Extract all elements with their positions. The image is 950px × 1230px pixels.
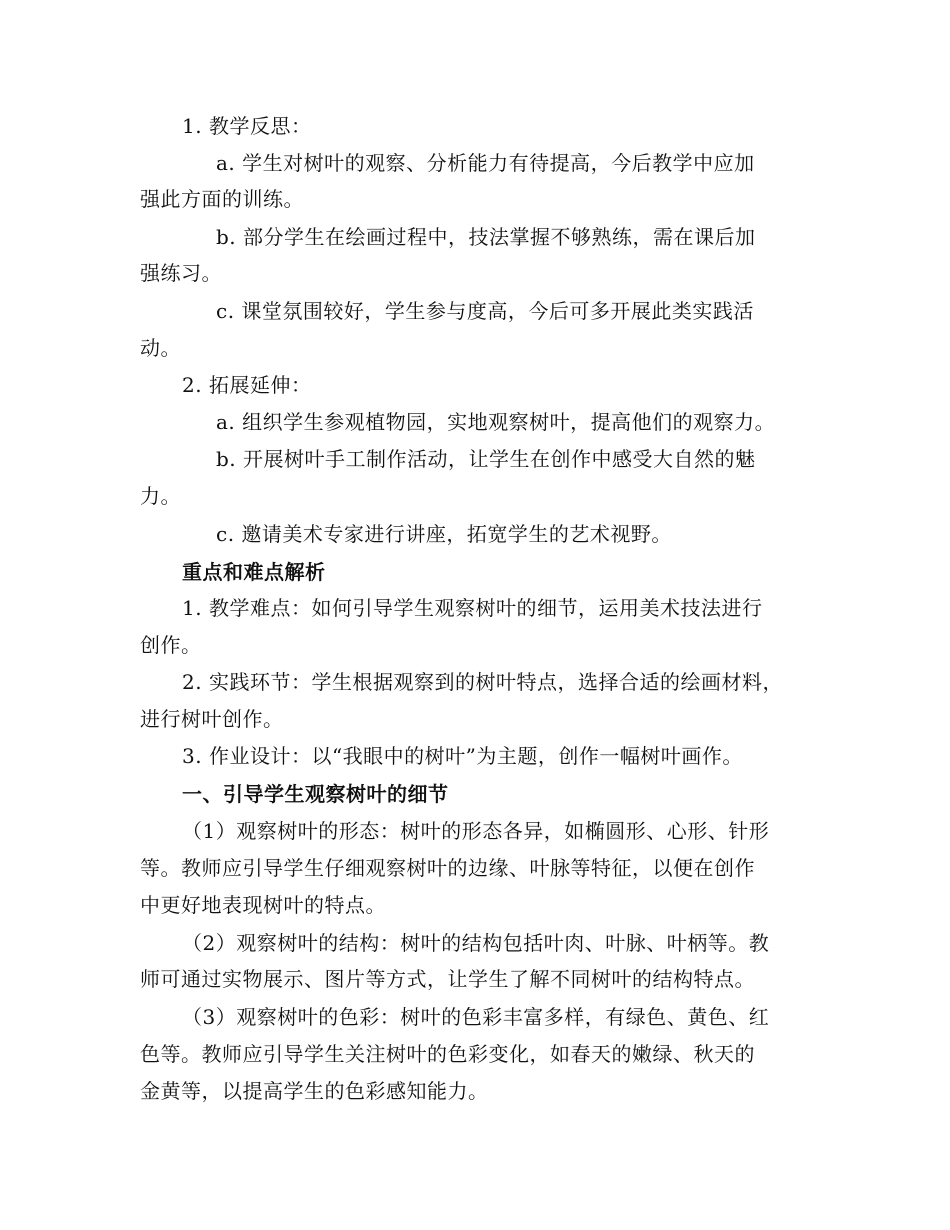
section-one-p3-line1: （3）观察树叶的色彩：树叶的色彩丰富多样，有绿色、黄色、红 [182, 1005, 770, 1029]
section-one-p1-line1: （1）观察树叶的形态：树叶的形态各异，如椭圆形、心形、针形 [182, 819, 770, 843]
section-one-p1-line3: 中更好地表现树叶的特点。 [140, 893, 386, 917]
reflection-item-b-line1: b. 部分学生在绘画过程中，技法掌握不够熟练，需在课后加 [216, 225, 756, 249]
key-point-3: 3. 作业设计：以“我眼中的树叶”为主题，创作一幅树叶画作。 [182, 744, 743, 768]
section-one-p3-line3: 金黄等，以提高学生的色彩感知能力。 [140, 1079, 489, 1103]
extension-item-b-line2: 力。 [140, 484, 181, 508]
reflection-item-c-line2: 动。 [140, 336, 181, 360]
key-point-2-line2: 进行树叶创作。 [140, 707, 284, 731]
reflection-item-a-line1: a. 学生对树叶的观察、分析能力有待提高，今后教学中应加 [216, 151, 755, 175]
extension-item-b-line1: b. 开展树叶手工制作活动，让学生在创作中感受大自然的魅 [216, 447, 756, 471]
reflection-item-c-line1: c. 课堂氛围较好，学生参与度高，今后可多开展此类实践活 [216, 299, 754, 323]
extension-heading: 2. 拓展延伸： [182, 373, 312, 397]
key-points-title: 重点和难点解析 [182, 560, 326, 584]
section-one-p2-line2: 师可通过实物展示、图片等方式，让学生了解不同树叶的结构特点。 [140, 967, 755, 991]
key-point-2-line1: 2. 实践环节：学生根据观察到的树叶特点，选择合适的绘画材料， [182, 670, 783, 694]
section-one-p3-line2: 色等。教师应引导学生关注树叶的色彩变化，如春天的嫩绿、秋天的 [140, 1042, 755, 1066]
section-one-p2-line1: （2）观察树叶的结构：树叶的结构包括叶肉、叶脉、叶柄等。教 [182, 931, 770, 955]
reflection-item-a-line2: 强此方面的训练。 [140, 187, 304, 211]
reflection-item-b-line2: 强练习。 [140, 261, 222, 285]
reflection-heading: 1. 教学反思： [182, 114, 312, 138]
section-one-title: 一、引导学生观察树叶的细节 [182, 782, 449, 806]
section-one-p1-line2: 等。教师应引导学生仔细观察树叶的边缘、叶脉等特征，以便在创作 [140, 856, 755, 880]
key-point-1-line2: 创作。 [140, 633, 202, 657]
extension-item-a: a. 组织学生参观植物园，实地观察树叶，提高他们的观察力。 [216, 410, 776, 434]
extension-item-c: c. 邀请美术专家进行讲座，拓宽学生的艺术视野。 [216, 522, 672, 546]
key-point-1-line1: 1. 教学难点：如何引导学生观察树叶的细节，运用美术技法进行 [182, 596, 763, 620]
